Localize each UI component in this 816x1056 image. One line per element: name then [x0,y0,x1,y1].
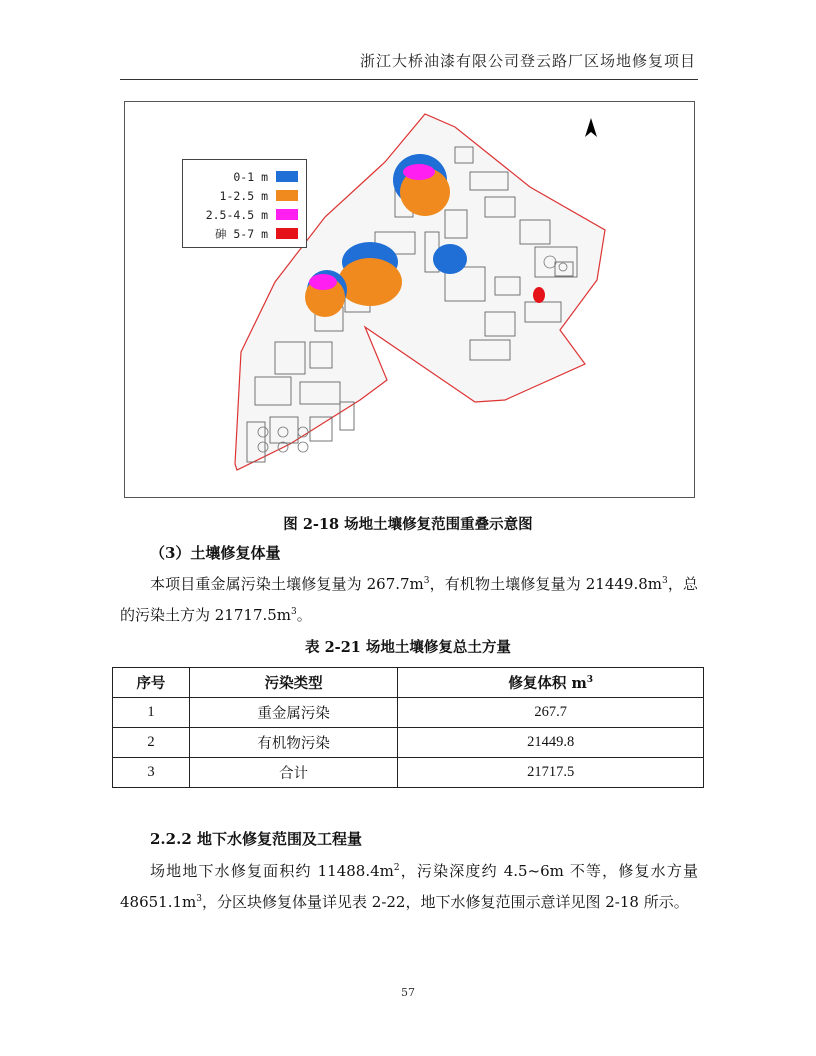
table-cell: 21717.5 [398,758,704,788]
zone-orange [338,258,402,306]
site-map-figure [124,101,695,498]
zone-red [533,287,545,303]
soil-volume-paragraph [120,569,698,631]
table-title: 表 2-21 场地土壤修复总土方量 [305,639,511,656]
table-cell: 21449.8 [398,728,704,758]
legend-label: 2.5-4.5 m [205,207,268,222]
header-rule [120,79,698,80]
text-run: 场地地下水修复面积约 11488.4m [150,862,394,880]
text-run: 本项目重金属污染土壤修复量为 267.7m [150,575,424,593]
table-cell: 有机物污染 [189,728,398,758]
table-cell: 合计 [189,758,398,788]
legend-item [191,224,298,243]
header-text: 修复体积 m [508,675,587,692]
superscript: 3 [291,607,297,617]
zone-magenta [403,164,435,180]
page-number: 57 [401,986,415,999]
text-run: ，污染深度约 4.5~6m 不等，修复水方量 48651.1m [120,862,698,911]
text-run: ，分区块修复体量详见表 2-22，地下水修复范围示意详见图 2-18 所示。 [202,893,689,911]
legend-item [191,167,298,186]
superscript: 3 [196,894,202,904]
superscript: 3 [662,576,668,586]
header-cell: 序号 [113,668,190,698]
zone-magenta [309,274,337,290]
table-cell: 重金属污染 [189,698,398,728]
superscript: 3 [586,675,594,686]
figure-caption: 图 2-18 场地土壤修复范围重叠示意图 [283,516,533,533]
legend-swatch [276,171,298,182]
groundwater-paragraph [120,856,698,918]
table-cell: 267.7 [398,698,704,728]
legend-item [191,186,298,205]
table-row [113,758,704,788]
section-heading: （3）土壤修复体量 [150,544,281,562]
table-row [113,728,704,758]
north-arrow-icon [583,117,599,139]
legend-swatch [276,190,298,201]
table-header-row [113,668,704,698]
text-run: 。 [296,606,312,624]
legend-swatch [276,228,298,239]
header-cell: 污染类型 [189,668,398,698]
soil-volume-table [112,667,704,788]
table-cell: 3 [113,758,190,788]
legend-label: 1-2.5 m [219,188,268,203]
table-row [113,698,704,728]
legend-label: 0-1 m [233,169,268,184]
superscript: 3 [423,576,430,586]
map-legend [182,159,307,248]
legend-item [191,205,298,224]
table-cell: 2 [113,728,190,758]
table-cell: 1 [113,698,190,728]
text-run: ，总的污染土方为 21717.5m [120,575,698,624]
header-cell [398,668,704,698]
legend-label: 砷 5-7 m [214,226,268,241]
text-run: ，有机物土壤修复量为 21449.8m [429,575,663,593]
header-title: 浙江大桥油漆有限公司登云路厂区场地修复项目 [359,52,696,70]
subsection-heading: 2.2.2 地下水修复范围及工程量 [150,830,362,848]
zone-blue [433,244,467,274]
superscript: 2 [393,863,400,873]
legend-swatch [276,209,298,220]
